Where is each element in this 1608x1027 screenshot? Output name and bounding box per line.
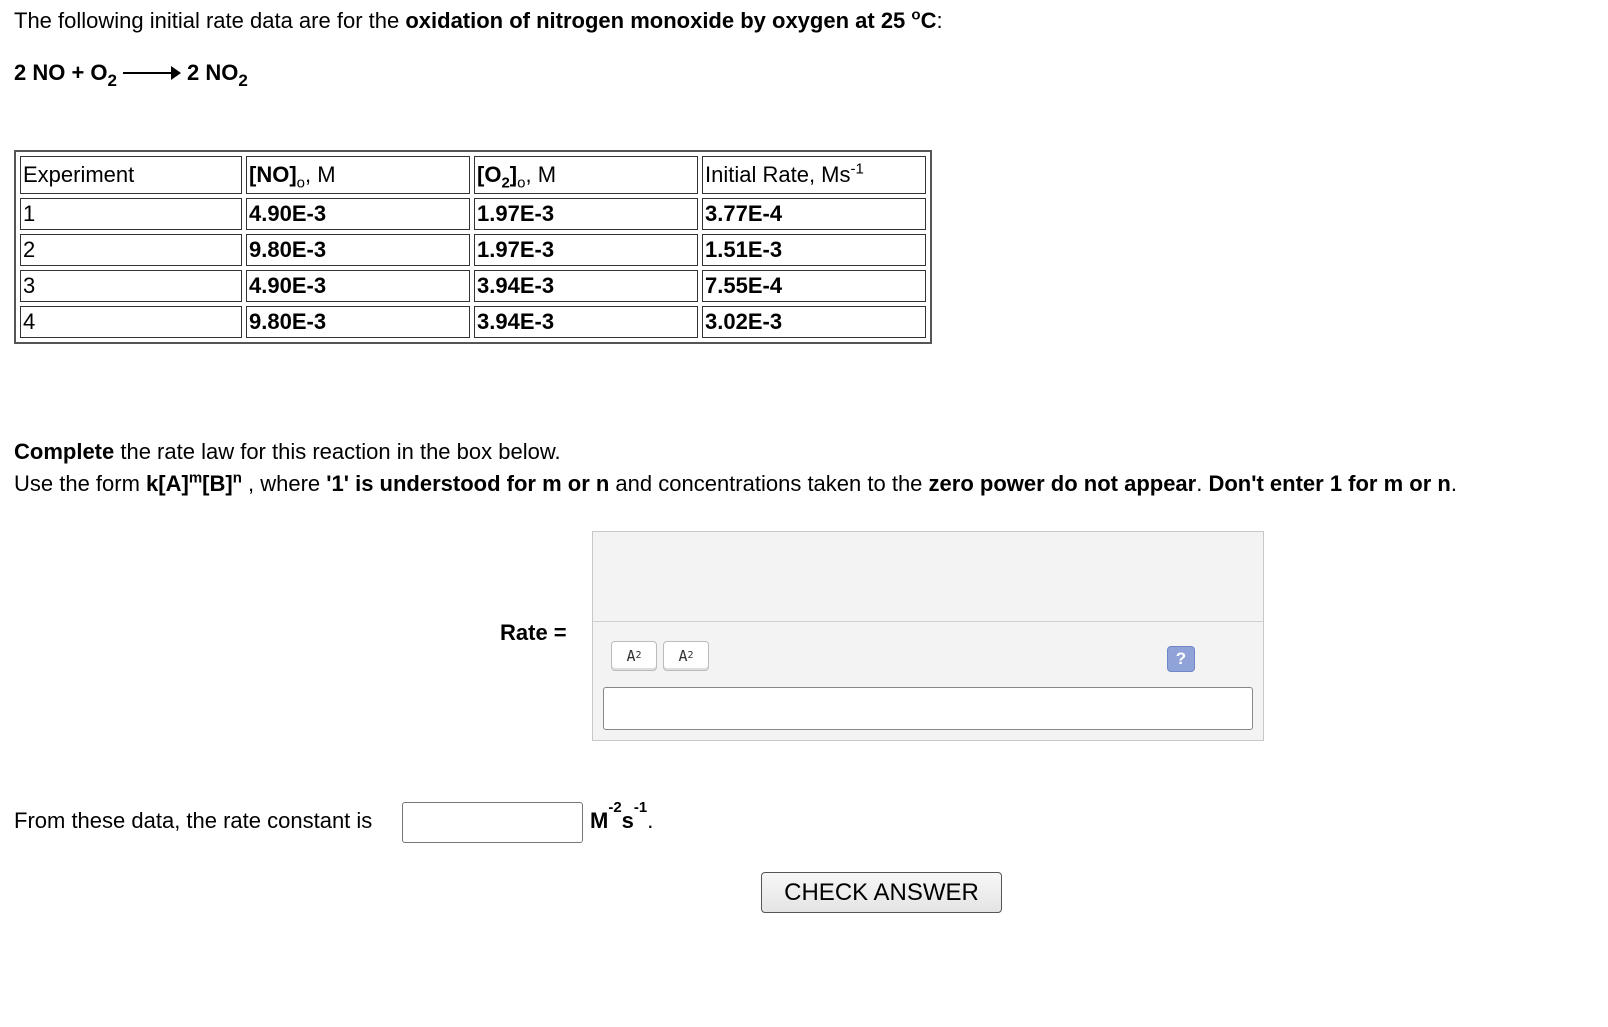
units-m: M: [590, 808, 609, 833]
cell-rate: 1.51E-3: [702, 234, 926, 266]
units-s-exp: -1: [633, 798, 648, 816]
instruction-text: , where: [241, 471, 327, 496]
cell-no: 9.80E-3: [246, 234, 470, 266]
rate-constant-input[interactable]: [402, 802, 583, 843]
intro-bold-text: oxidation of nitrogen monoxide by oxygen at 25: [405, 8, 906, 33]
header-o2-concentration: [474, 156, 698, 194]
equation-products: 2 NO: [187, 60, 239, 85]
instruction-text: .: [1450, 471, 1457, 496]
problem-intro: [14, 6, 943, 36]
header-o2-open: [O: [477, 162, 502, 187]
form-b: [B]: [202, 471, 233, 496]
instruction-bold: '1' is understood for m or n: [326, 471, 610, 496]
reaction-arrow-icon: [123, 66, 181, 80]
header-rate-label: Initial Rate, Ms: [705, 162, 851, 187]
subscript-button-label: A: [626, 647, 636, 665]
rate-constant-units: [590, 798, 654, 834]
instruction-rest: the rate law for this reaction in the box below.: [114, 439, 561, 464]
instruction-bold: Don't enter 1 for m or n: [1208, 471, 1451, 496]
units-period: .: [647, 808, 654, 833]
degree-mark: o: [911, 6, 921, 24]
header-experiment: Experiment: [20, 156, 242, 194]
cell-o2: 1.97E-3: [474, 198, 698, 230]
header-rate-sup: -1: [850, 160, 864, 178]
intro-text: The following initial rate data are for the: [14, 8, 400, 33]
help-icon[interactable]: ?: [1167, 646, 1195, 672]
table-row: [20, 234, 926, 266]
header-no-sub: o: [296, 174, 305, 192]
cell-no: 9.80E-3: [246, 306, 470, 338]
header-o2-close: ]: [509, 162, 518, 187]
cell-o2: 1.97E-3: [474, 234, 698, 266]
equation-reactants: 2 NO + O: [14, 60, 108, 85]
header-initial-rate: [702, 156, 926, 194]
superscript-button-label: A: [678, 647, 688, 665]
cell-rate: 3.77E-4: [702, 198, 926, 230]
temperature-unit: C: [920, 8, 937, 33]
rate-equals-label: Rate =: [500, 620, 567, 645]
editor-divider: [593, 621, 1263, 622]
rate-law-editor: [592, 531, 1264, 741]
reaction-equation: 2 NO + O $_2$ 2 NO $_2$: [14, 60, 248, 90]
cell-experiment: 4: [20, 306, 242, 338]
instruction-line-2: [14, 468, 1457, 500]
instruction-complete: Complete: [14, 439, 115, 464]
instruction-text: Use the form: [14, 471, 147, 496]
superscript-button[interactable]: A 2: [663, 641, 709, 671]
table-row: [20, 270, 926, 302]
instruction-line-1: [14, 436, 561, 468]
rate-constant-label: From these data, the rate constant is: [14, 808, 373, 833]
cell-no: 4.90E-3: [246, 198, 470, 230]
cell-o2: 3.94E-3: [474, 306, 698, 338]
header-no-concentration: [246, 156, 470, 194]
form-ka: k[A]: [146, 471, 189, 496]
cell-experiment: 2: [20, 234, 242, 266]
check-answer-button[interactable]: CHECK ANSWER: [761, 872, 1002, 913]
header-o2-sub: 2: [501, 174, 510, 192]
cell-experiment: 3: [20, 270, 242, 302]
cell-o2: 3.94E-3: [474, 270, 698, 302]
form-n: n: [232, 469, 242, 487]
header-no-unit: , M: [305, 162, 336, 187]
cell-experiment: 1: [20, 198, 242, 230]
table-row: [20, 198, 926, 230]
instruction-text: .: [1196, 471, 1209, 496]
cell-rate: 3.02E-3: [702, 306, 926, 338]
rate-data-table: [14, 150, 932, 344]
subscript-button[interactable]: A 2: [611, 641, 657, 671]
table-row: [20, 306, 926, 338]
intro-colon: :: [936, 8, 943, 33]
units-s: s: [621, 808, 634, 833]
form-m: m: [188, 469, 203, 487]
cell-no: 4.90E-3: [246, 270, 470, 302]
units-m-exp: -2: [608, 798, 622, 816]
header-o2-unit: , M: [525, 162, 557, 187]
table-header-row: [20, 156, 926, 194]
header-o2-sub2: o: [517, 174, 526, 192]
header-no-label: [NO]: [249, 162, 297, 187]
cell-rate: 7.55E-4: [702, 270, 926, 302]
instruction-bold: zero power do not appear: [928, 471, 1197, 496]
rate-law-input[interactable]: [603, 687, 1253, 730]
instruction-text: and concentrations taken to the: [609, 471, 929, 496]
